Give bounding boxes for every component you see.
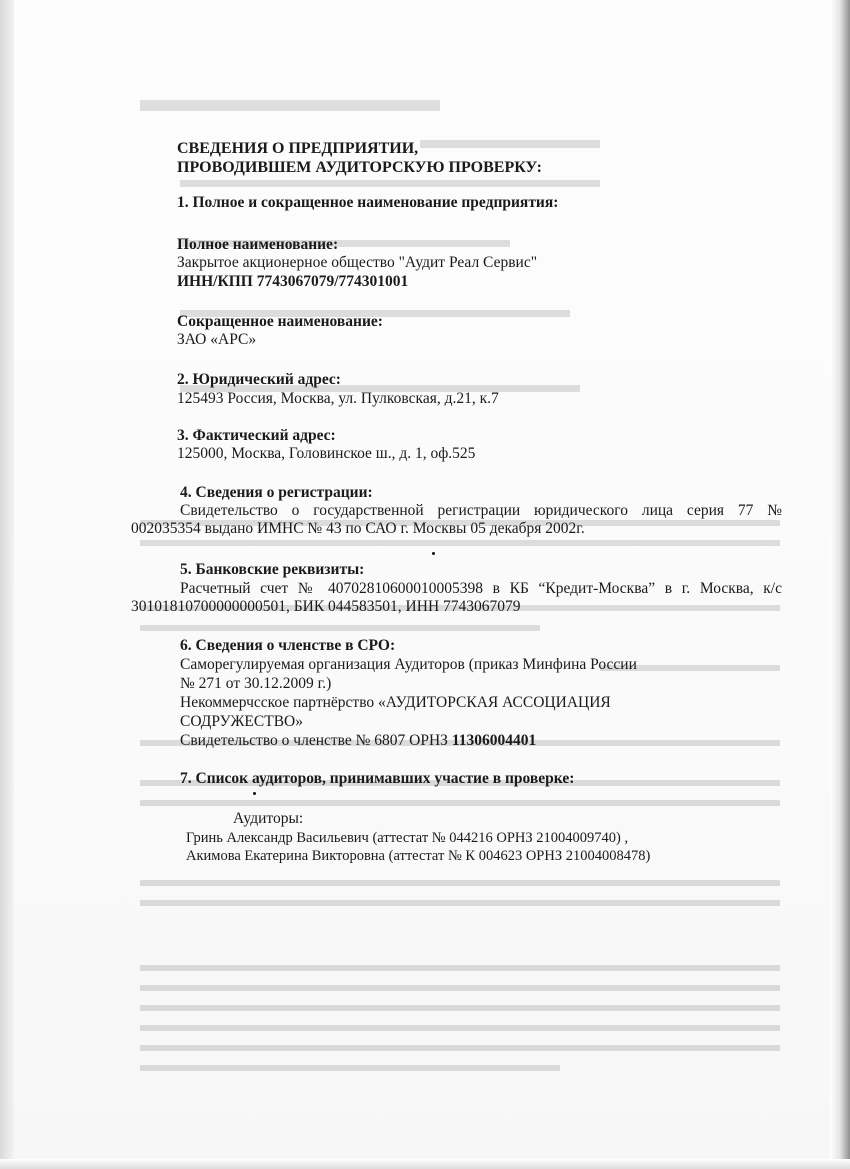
sro-certificate-text: Свидетельство о членстве № 6807 ОРНЗ [180,732,452,749]
sro-ornz-number: 11306004401 [451,732,537,749]
section4-heading: 4. Сведения о регистрации: [180,484,373,501]
section5-heading: 5. Банковские реквизиты: [180,561,365,578]
page-title-line2: ПРОВОДИВШЕМ АУДИТОРСКУЮ ПРОВЕРКУ: [177,159,542,176]
registration-line2: 002035354 выдано ИМНС № 43 по САО г. Москвы 05 декабря 2002г. [131,520,585,537]
bank-line1: Расчетный счет № 40702810600010005398 в КБ “Кредит-Москва” в г. Москва, к/с [180,580,782,597]
sro-certificate [180,732,536,750]
sro-line3: Некоммерчсское партнёрство «АУДИТОРСКАЯ АССОЦИАЦИЯ [180,694,611,711]
auditor-2: Акимова Екатерина Викторовна (аттестат № К 004623 ОРНЗ 21004008478) [186,848,651,864]
page-title-line1: СВЕДЕНИЯ О ПРЕДПРИЯТИИ, [177,140,419,157]
auditors-label: Аудиторы: [233,810,304,827]
full-name-label: Полное наименование: [177,236,339,253]
section2-heading: 2. Юридический адрес: [177,371,341,388]
inn-kpp: ИНН/КПП 7743067079/774301001 [177,273,409,290]
registration-line1: Свидетельство о государственной регистрации юридического лица серия 77 № [180,502,782,519]
section1-heading: 1. Полное и сокращенное наименование предприятия: [177,194,559,211]
bank-line2: 30101810700000000501, БИК 044583501, ИНН 7743067079 [131,598,521,615]
sro-line1: Саморегулируемая организация Аудиторов (приказ Минфина России [180,656,637,673]
short-name-value: ЗАО «АРС» [177,331,257,348]
auditor-1: Гринь Александр Васильевич (аттестат № 044216 ОРНЗ 21004009740) , [186,830,629,846]
scan-speck [432,552,435,555]
short-name-label: Сокращенное наименование: [177,313,383,330]
actual-address: 125000, Москва, Головинское ш., д. 1, оф.525 [177,445,476,462]
legal-address: 125493 Россия, Москва, ул. Пулковская, д.21, к.7 [177,390,499,407]
full-name-value: Закрытое акционерное общество "Аудит Реал Сервис" [177,254,538,271]
section3-heading: 3. Фактический адрес: [177,427,336,444]
sro-line4: СОДРУЖЕСТВО» [180,713,303,730]
section7-heading: 7. Список аудиторов, принимавших участие в проверке: [180,770,575,787]
scan-speck [253,792,256,795]
section6-heading: 6. Сведения о членстве в СРО: [180,637,396,654]
sro-line2: № 271 от 30.12.2009 г.) [180,675,332,692]
